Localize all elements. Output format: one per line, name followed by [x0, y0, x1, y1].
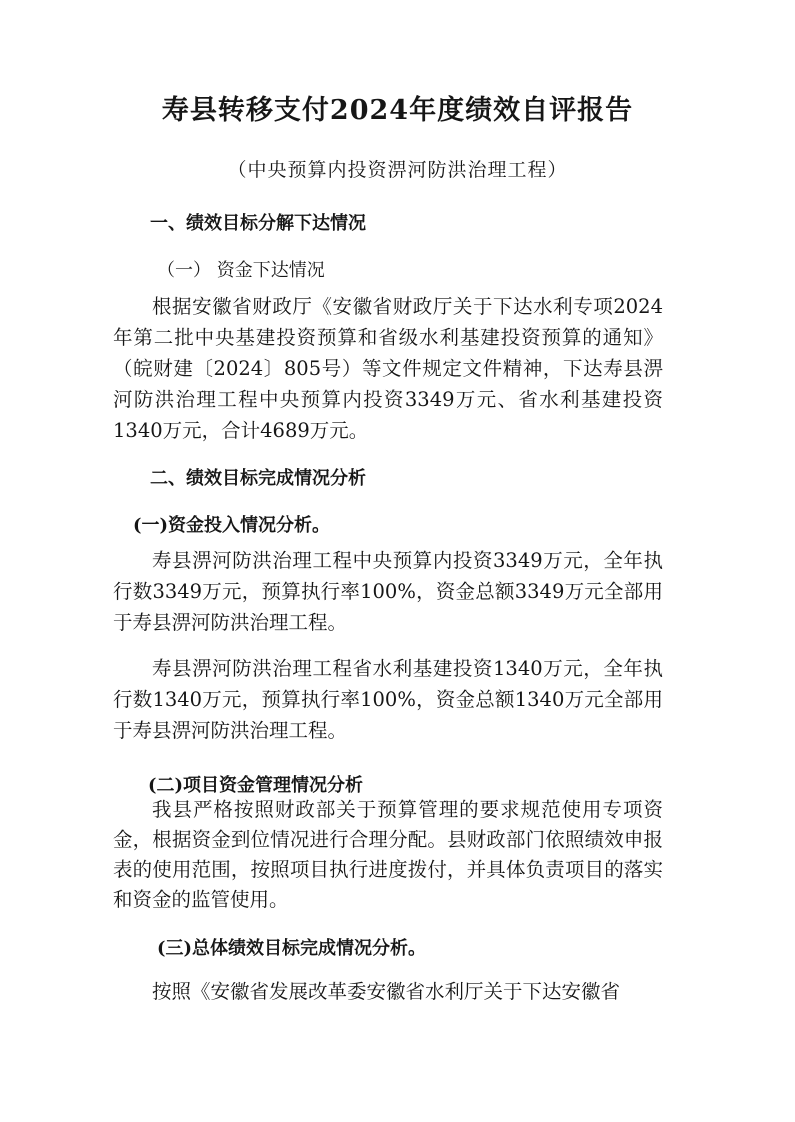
section-2-2-heading: (二)项目资金管理情况分析	[148, 775, 364, 796]
section-2-heading: 二、绩效目标完成情况分析	[150, 468, 366, 489]
section-1-heading: 一、绩效目标分解下达情况	[150, 213, 366, 234]
section-2-1-heading: (一)资金投入情况分析。	[133, 515, 331, 536]
section-1-1-paragraph: 根据安徽省财政厅《安徽省财政厅关于下达水利专项2024年第二批中央基建投资预算和省级水利基建投资预算的通知》（皖财建〔2024〕805号）等文件规定文件精神，下达寿县淠河防洪治理工程中央预算内投资3349万元、省水利基建投资1340万元，合计4689万元。	[113, 295, 663, 442]
document-title: 寿县转移支付2024年度绩效自评报告	[161, 95, 634, 126]
section-2-3-paragraph: 按照《安徽省发展改革委安徽省水利厅关于下达安徽省	[152, 980, 621, 1003]
section-2-2-paragraph: 我县严格按照财政部关于预算管理的要求规范使用专项资金，根据资金到位情况进行合理分配。县财政部门依照绩效申报表的使用范围，按照项目执行进度拨付，并具体负责项目的落实和资金的监管使用。	[113, 798, 663, 911]
document-subtitle: （中央预算内投资淠河防洪治理工程）	[227, 159, 568, 181]
section-2-3-heading: (三)总体绩效目标完成情况分析。	[157, 938, 427, 959]
section-2-1-paragraph-1: 寿县淠河防洪治理工程中央预算内投资3349万元，全年执行数3349万元，预算执行率100%，资金总额3349万元全部用于寿县淠河防洪治理工程。	[113, 549, 663, 634]
section-1-1-heading: （一） 资金下达情况	[157, 260, 325, 281]
section-2-1-paragraph-2: 寿县淠河防洪治理工程省水利基建投资1340万元，全年执行数1340万元，预算执行率100%，资金总额1340万元全部用于寿县淠河防洪治理工程。	[113, 657, 663, 742]
